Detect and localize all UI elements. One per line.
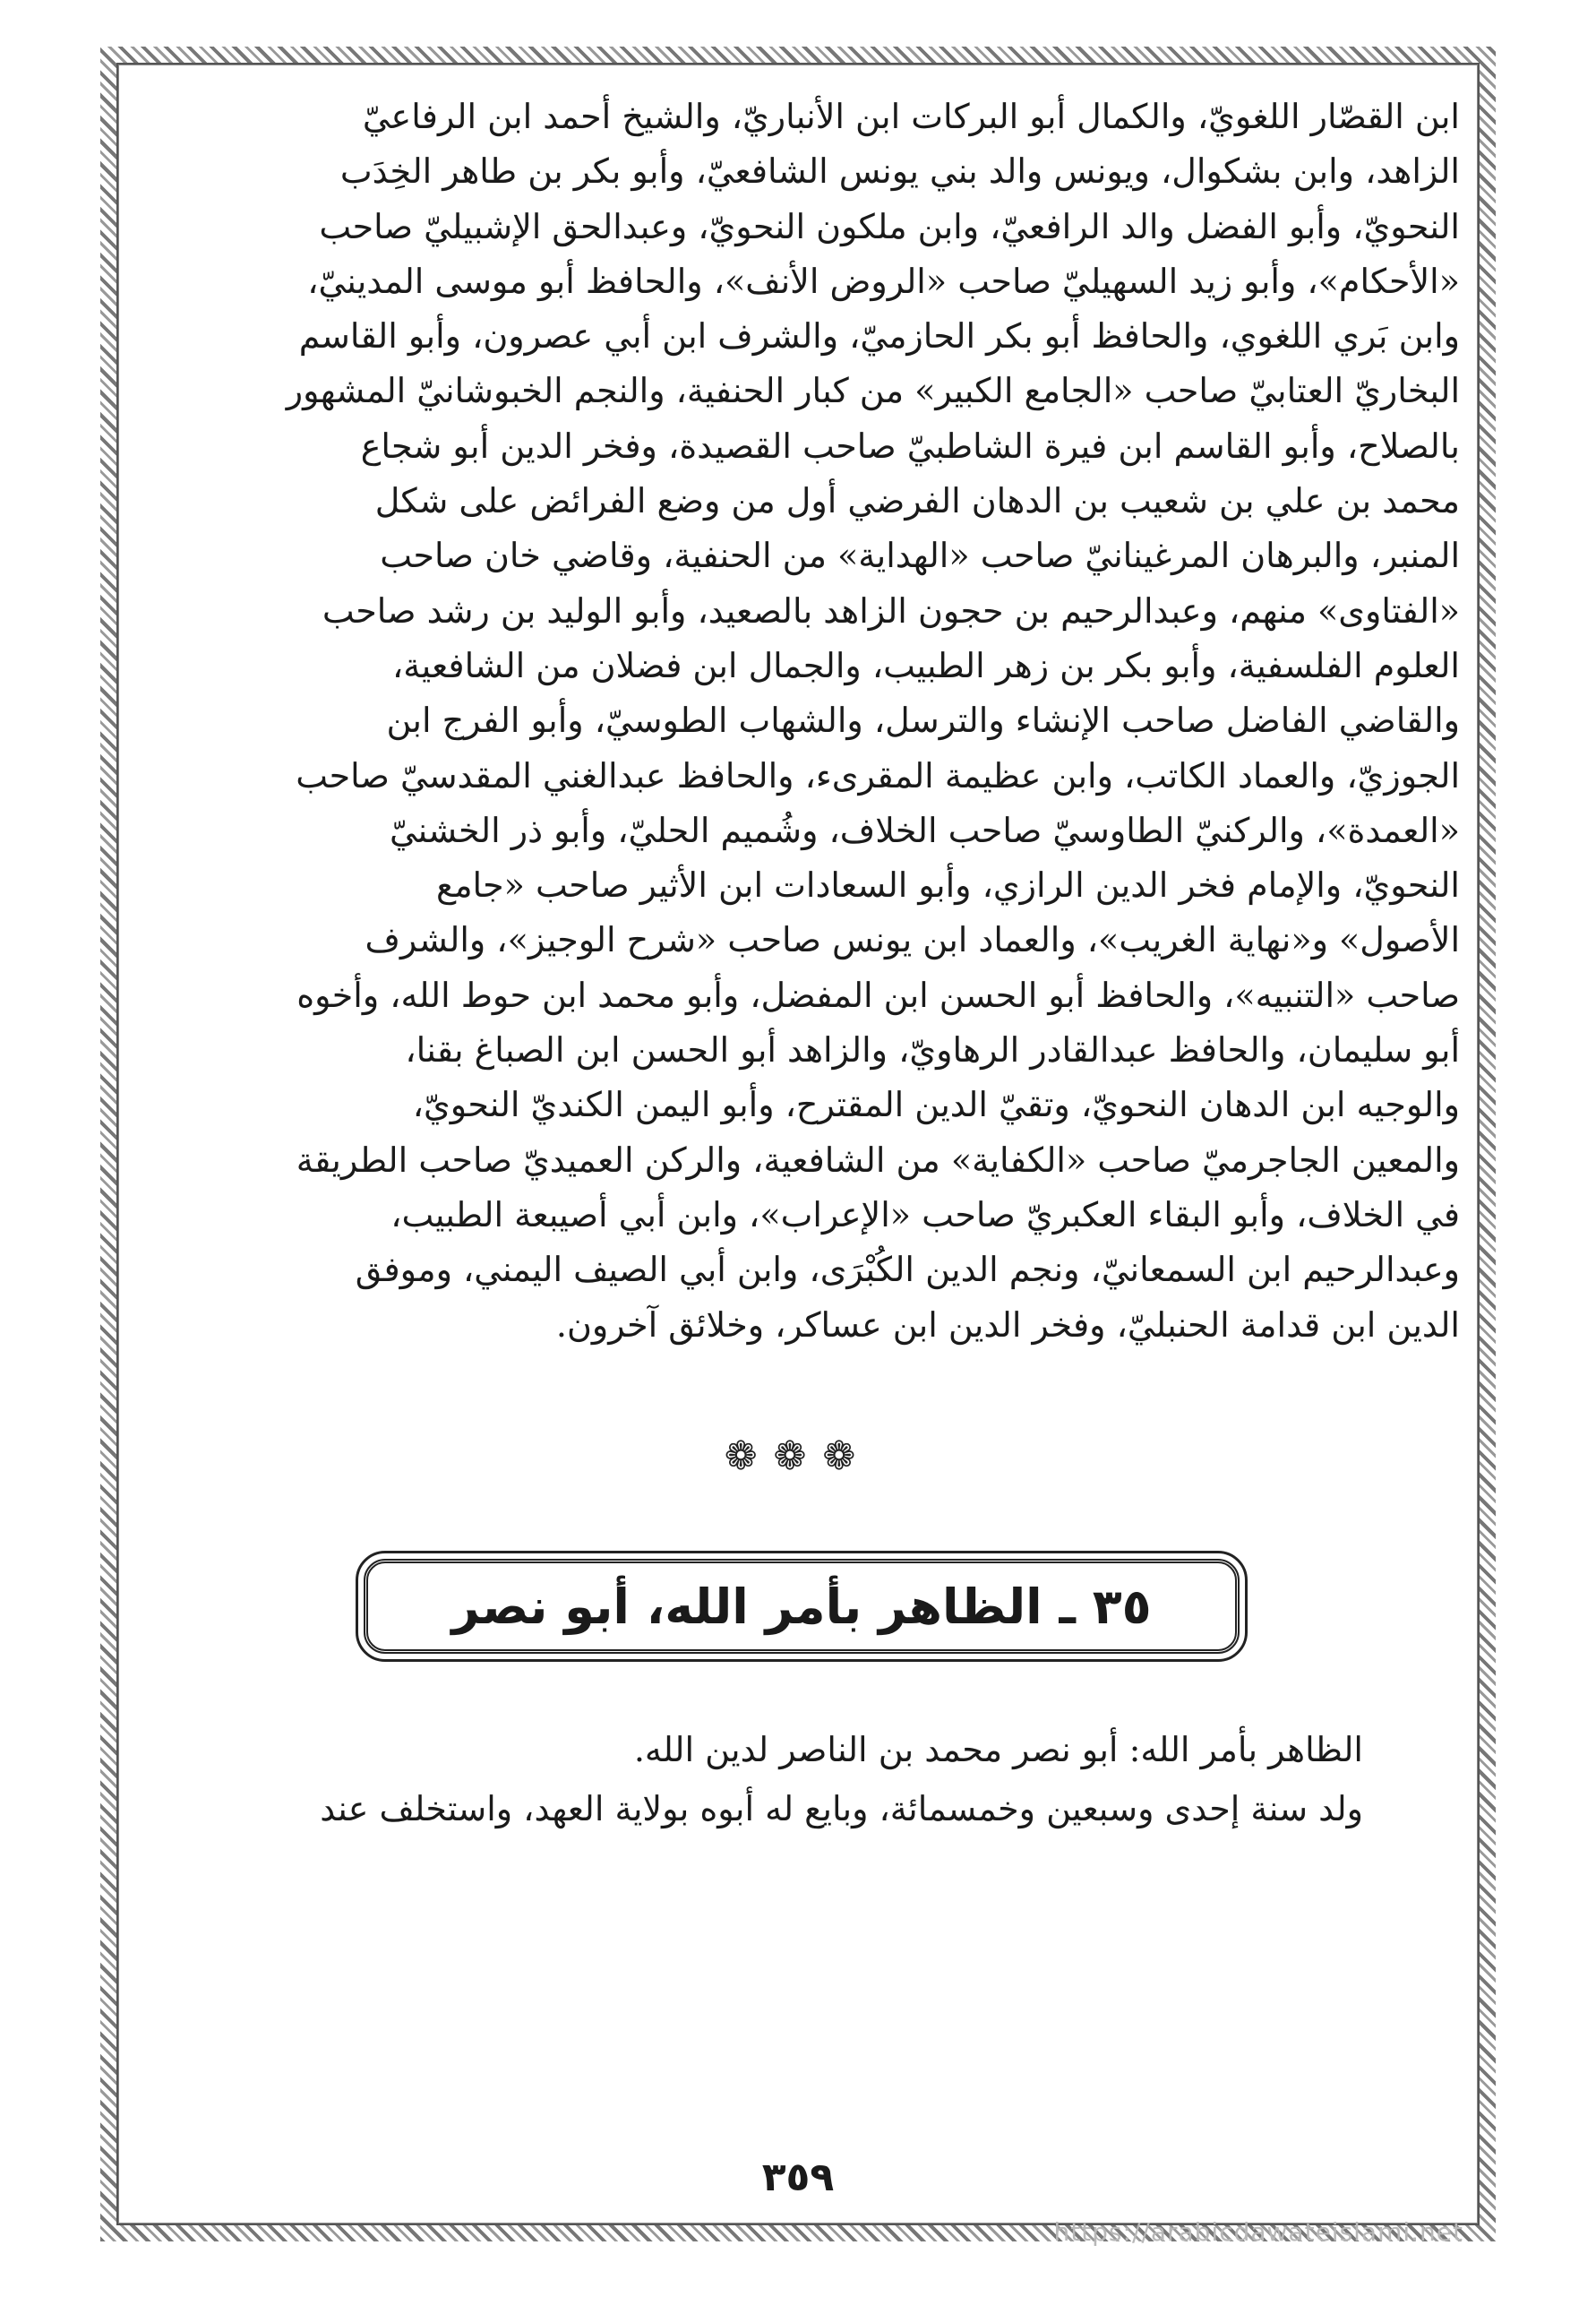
section-text-block: [143, 1720, 1460, 1838]
text-line: صاحب «التنبيه»، والحافظ أبو الحسن ابن المفضل، وأبو محمد ابن حوط الله، وأخوه: [296, 975, 1460, 1015]
text-line: «الأحكام»، وأبو زيد السهيليّ صاحب «الروض الأنف»، والحافظ أبو موسى المدينيّ،: [307, 261, 1460, 301]
text-line: النحويّ، وأبو الفضل والد الرافعيّ، وابن ملكون النحويّ، وعبدالحق الإشبيليّ صاحب: [319, 206, 1460, 246]
section-first-line: الظاهر بأمر الله: أبو نصر محمد بن الناصر لدين الله.: [633, 1730, 1363, 1769]
section-heading: ٣٥ ـ الظاهر بأمر الله، أبو نصر: [451, 1578, 1152, 1635]
text-line: «الفتاوى» منهم، وعبدالرحيم بن حجون الزاهد بالصعيد، وأبو الوليد بن رشد صاحب: [322, 590, 1460, 631]
text-line: الدين ابن قدامة الحنبليّ، وفخر الدين ابن عساكر، وخلائق آخرون.: [555, 1304, 1460, 1345]
section-second-line: ولد سنة إحدى وسبعين وخمسمائة، وبايع له أبوه بولاية العهد، واستخلف عند: [320, 1789, 1363, 1828]
text-line: الأصول» و«نهاية الغريب»، والعماد ابن يونس صاحب «شرح الوجيز»، والشرف: [365, 920, 1460, 960]
text-line: والوجيه ابن الدهان النحويّ، وتقيّ الدين المقترح، وأبو اليمن الكنديّ النحويّ،: [412, 1085, 1460, 1125]
text-line: وابن بَري اللغوي، والحافظ أبو بكر الحازميّ، والشرف ابن أبي عصرون، وأبو القاسم: [298, 316, 1460, 357]
text-line: محمد بن علي بن شعيب بن الدهان الفرضي أول من وضع الفرائض على شكل: [374, 481, 1460, 521]
text-line: النحويّ، والإمام فخر الدين الرازي، وأبو السعادات ابن الأثير صاحب «جامع: [435, 865, 1460, 906]
text-line: بالصلاح، وأبو القاسم ابن فيرة الشاطبيّ صاحب القصيدة، وفخر الدين أبو شجاع: [360, 426, 1460, 466]
text-line: «العمدة»، والركنيّ الطاوسيّ صاحب الخلاف، وشُميم الحليّ، وأبو ذر الخشنيّ: [389, 810, 1460, 850]
text-line: في الخلاف، وأبو البقاء العكبريّ صاحب «الإعراب»، وابن أبي أصيبعة الطبيب،: [390, 1194, 1460, 1234]
text-line: والقاضي الفاضل صاحب الإنشاء والترسل، والشهاب الطوسيّ، وأبو الفرج ابن: [386, 701, 1460, 741]
text-line: والمعين الجاجرميّ صاحب «الكفاية» من الشافعية، والركن العميديّ صاحب الطريقة: [296, 1140, 1460, 1180]
text-line: الجوزيّ، والعماد الكاتب، وابن عظيمة المقرىء، والحافظ عبدالغني المقدسيّ صاحب: [296, 755, 1460, 796]
text-line: وعبدالرحيم ابن السمعانيّ، ونجم الدين الكُبْرَى، وابن أبي الصيف اليمني، وموفق: [355, 1250, 1460, 1290]
text-line: البخاريّ العتابيّ صاحب «الجامع الكبير» من كبار الحنفية، والنجم الخبوشانيّ المشهور: [286, 371, 1460, 411]
watermark-url: https://arabicdawateislami.net: [1053, 2217, 1463, 2247]
text-line: العلوم الفلسفية، وأبو بكر بن زهر الطبيب، والجمال ابن فضلان من الشافعية،: [392, 645, 1460, 685]
page-number: ٣٥٩: [761, 2155, 835, 2200]
text-line: ابن القصّار اللغويّ، والكمال أبو البركات ابن الأنباريّ، والشيخ أحمد ابن الرفاعيّ: [362, 97, 1460, 136]
main-text-block: [143, 90, 1460, 1353]
section-heading-box: [364, 1559, 1240, 1654]
text-line: الزاهد، وابن بشكوال، ويونس والد بني يونس الشافعيّ، وأبو بكر بن طاهر الخِدَب: [339, 151, 1460, 192]
section-separator-ornament: ❁❁❁: [724, 1433, 872, 1479]
text-line: المنبر، والبرهان المرغينانيّ صاحب «الهداية» من الحنفية، وقاضي خان صاحب: [380, 536, 1460, 576]
text-line: أبو سليمان، والحافظ عبدالقادر الرهاويّ، والزاهد أبو الحسن ابن الصباغ بقنا،: [405, 1030, 1460, 1071]
